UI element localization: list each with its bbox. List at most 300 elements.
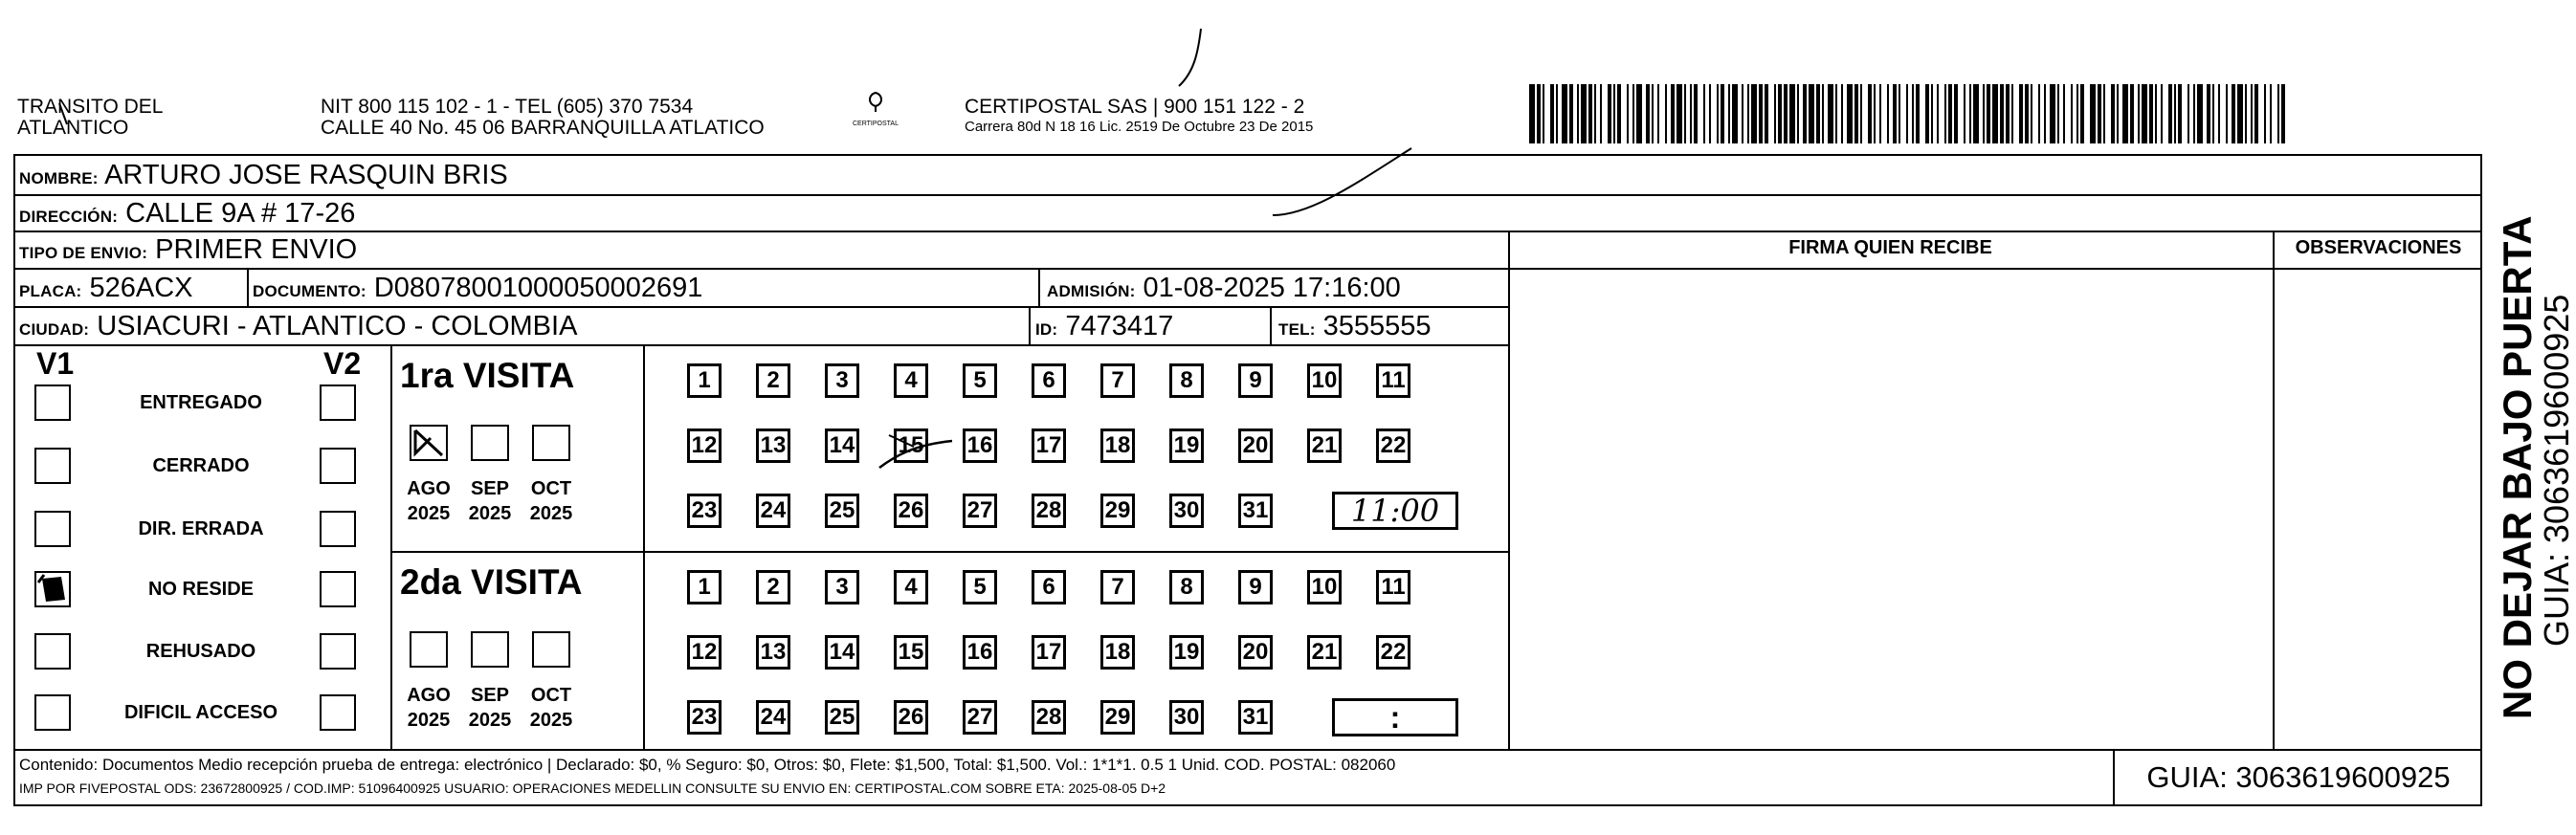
day-number: 6 [1042,367,1055,393]
barcode-bar [2245,84,2247,143]
tipo-row [19,233,357,270]
day-box[interactable] [1376,428,1410,463]
day-box[interactable] [1169,428,1204,463]
barcode-bar [2019,84,2023,143]
documento-value: D08078001000050002691 [373,273,703,303]
day-number: 12 [691,639,718,665]
day-box[interactable] [1032,363,1066,398]
day-box[interactable] [1100,363,1135,398]
day-number: 21 [1311,432,1338,458]
day-number: 17 [1035,432,1062,458]
barcode-bar [1684,84,1686,143]
barcode-bar [1543,84,1544,143]
barcode-bar [2000,84,2004,143]
barcode-bar [2138,84,2140,143]
barcode-bar [2168,84,2172,143]
day-box[interactable] [756,428,790,463]
day-number: 3 [835,367,849,393]
month-label: SEP [470,685,510,706]
barcode-bar [2122,84,2128,143]
day-box[interactable] [756,635,790,670]
barcode-bar [2044,84,2046,143]
month-label: AGO [407,478,451,499]
barcode-bar [1948,84,1952,143]
admision-label: ADMISIÓN: [1047,282,1136,300]
day-box[interactable] [894,428,928,463]
day-number: 10 [1311,574,1338,600]
day-box[interactable] [1238,363,1273,398]
barcode-bar [2142,84,2147,143]
day-number: 24 [760,704,787,730]
day-box[interactable] [687,428,722,463]
day-box[interactable] [1032,570,1066,604]
day-box[interactable] [894,494,928,528]
day-box[interactable] [1169,363,1204,398]
year-label: 2025 [529,710,573,731]
id-row [1035,310,1173,346]
barcode-bar [2277,84,2279,143]
month-checkbox[interactable] [471,425,509,461]
v2-header: V2 [323,346,362,381]
day-number: 8 [1180,574,1193,600]
day-box[interactable] [1032,700,1066,735]
month-label: AGO [407,685,451,706]
barcode-bar [1774,84,1776,143]
barcode-bar [1562,84,1567,143]
barcode-bar [1608,84,1611,143]
documento-row [253,272,702,308]
day-number: 9 [1249,367,1262,393]
barcode-bar [2212,84,2214,143]
ciudad-row [19,310,577,346]
barcode-bar [1973,84,1979,143]
day-number: 31 [1242,497,1269,523]
observations-area[interactable] [2275,270,2482,749]
day-box[interactable] [894,700,928,735]
day-box[interactable] [1100,700,1135,735]
day-number: 18 [1104,432,1131,458]
day-box[interactable] [687,700,722,735]
barcode-bar [1732,84,1738,143]
day-box[interactable] [1169,700,1204,735]
v2-checkbox[interactable] [320,694,356,731]
day-box[interactable] [1376,570,1410,604]
footer-line1: Contenido: Documentos Medio recepción prueba de entrega: electrónico | Declarado: $0, % Seguro: $0, Otros: $0, Flete: $1,500, Total: $1,500. Vol.: 1*1*1. 0.5 1 Unid. COD. POSTAL: 082060 [19,756,1396,774]
barcode-bar [2251,84,2253,143]
day-box[interactable] [1307,363,1342,398]
barcode-bar [1657,84,1659,143]
documento-label: DOCUMENTO: [253,282,366,300]
day-number: 6 [1042,574,1055,600]
year-label: 2025 [407,710,451,731]
status-label: NO RESIDE [147,579,255,600]
barcode-bar [1617,84,1621,143]
footer-line2: IMP POR FIVEPOSTAL ODS: 23672800925 / COD.IMP: 51096400925 USUARIO: OPERACIONES MEDELLIN CONSULTE SU ENVIO EN: CERTIPOSTAL.COM SOBRE ETA: 2025-08-05 D+2 [19,780,1166,796]
day-box[interactable] [1238,635,1273,670]
day-box[interactable] [894,363,928,398]
barcode-bar [2149,84,2153,143]
barcode-bar [1550,84,1554,143]
placa-value: 526ACX [89,273,193,303]
status-label: REHUSADO [145,641,256,662]
barcode-bar [1709,84,1711,143]
day-number: 30 [1173,497,1200,523]
day-number: 16 [966,432,993,458]
v2-checkbox[interactable] [320,385,356,421]
barcode-bar [1581,84,1587,143]
day-number: 23 [691,497,718,523]
barcode-bar [2187,84,2189,143]
barcode-bar [1969,84,1971,143]
status-label: DIR. ERRADA [138,518,264,539]
direccion-label: DIRECCIÓN: [19,208,119,226]
day-box[interactable] [1238,700,1273,735]
v1-checkbox[interactable] [34,571,71,607]
day-box[interactable] [1238,428,1273,463]
barcode-bar [1944,84,1946,143]
day-box[interactable] [1100,494,1135,528]
day-number: 28 [1035,497,1062,523]
day-number: 29 [1104,704,1131,730]
day-box[interactable] [963,570,997,604]
day-number: 5 [973,367,987,393]
day-box[interactable] [1032,494,1066,528]
barcode-bar [1931,84,1933,143]
ciudad-value: USIACURI - ATLANTICO - COLOMBIA [97,311,578,341]
day-box[interactable] [1169,635,1204,670]
barcode-bar [2232,84,2235,143]
barcode-bar [2281,84,2285,143]
barcode-bar [1822,84,1824,143]
day-number: 2 [766,367,780,393]
day-number: 7 [1111,367,1124,393]
footer-guia: GUIA: 3063619600925 [2146,760,2451,794]
barcode-bar [2111,84,2115,143]
day-marked-icon [876,428,962,472]
barcode-bar [2197,84,2203,143]
day-number: 4 [904,574,918,600]
day-box[interactable] [963,428,997,463]
barcode-bar [2071,84,2073,143]
side-warning: NO DEJAR BAJO PUERTA [2495,215,2540,719]
day-number: 7 [1111,574,1124,600]
day-number: 20 [1242,639,1269,665]
barcode-bar [1847,84,1853,143]
day-number: 4 [904,367,918,393]
barcode-bar [1728,84,1730,143]
barcode-bar [1765,84,1768,143]
barcode-bar [1992,84,1998,143]
v2-checkbox[interactable] [320,511,356,547]
admision-row [1047,272,1401,308]
day-number: 30 [1173,704,1200,730]
status-label: CERRADO [152,455,250,476]
barcode-bar [1860,84,1862,143]
barcode-bar [1797,84,1799,143]
barcode-bar [2031,84,2032,143]
barcode-bar [2237,84,2243,143]
day-number: 15 [898,639,924,665]
day-box[interactable] [756,570,790,604]
barcode-bar [1912,84,1914,143]
barcode-bar [1721,84,1724,143]
barcode-bar [1809,84,1814,143]
day-box[interactable] [1100,570,1135,604]
barcode-bar [1594,84,1596,143]
day-number: 23 [691,704,718,730]
day-box[interactable] [825,700,859,735]
day-box[interactable] [963,494,997,528]
signature-area[interactable] [1510,270,2273,749]
day-box[interactable] [825,428,859,463]
month-label: OCT [530,478,572,499]
day-box[interactable] [1376,363,1410,398]
day-box[interactable] [1307,635,1342,670]
day-box[interactable] [756,700,790,735]
barcode-bar [1983,84,1985,143]
day-box[interactable] [687,494,722,528]
day-box[interactable] [1100,428,1135,463]
barcode [1529,84,2285,143]
barcode-bar [1868,84,1872,143]
side-guia: GUIA: 3063619600925 [2537,294,2576,647]
day-box[interactable] [963,363,997,398]
tel-value: 3555555 [1322,311,1432,341]
time-box[interactable] [1332,698,1458,736]
barcode-bar [1835,84,1837,143]
day-box[interactable] [1169,570,1204,604]
day-number: 14 [829,639,855,665]
barcode-bar [1828,84,1833,143]
day-number: 14 [829,432,855,458]
direccion-value: CALLE 9A # 17-26 [125,198,356,229]
day-box[interactable] [1376,635,1410,670]
barcode-bar [1665,84,1667,143]
barcode-bar [1879,84,1881,143]
barcode-bar [2076,84,2078,143]
barcode-bar [1803,84,1807,143]
day-box[interactable] [963,635,997,670]
barcode-bar [2130,84,2134,143]
day-number: 21 [1311,639,1338,665]
barcode-bar [2050,84,2055,143]
day-box[interactable] [1032,428,1066,463]
firma-header: FIRMA QUIEN RECIBE [1788,237,1992,258]
day-box[interactable] [963,700,997,735]
day-number: 28 [1035,704,1062,730]
day-number: 2 [766,574,780,600]
visit-title: 2da VISITA [400,562,583,602]
day-number: 16 [966,639,993,665]
day-number: 25 [829,497,855,523]
day-number: 18 [1104,639,1131,665]
barcode-bar [2103,84,2105,143]
barcode-bar [1717,84,1719,143]
nombre-row [19,159,508,195]
day-box[interactable] [756,363,790,398]
day-number: 12 [691,432,718,458]
month-checkbox[interactable] [532,631,570,668]
barcode-bar [1854,84,1858,143]
barcode-bar [1954,84,1958,143]
day-box[interactable] [1238,494,1273,528]
barcode-bar [2090,84,2096,143]
barcode-bar [2117,84,2119,143]
tel-label: TEL: [1278,320,1316,339]
day-number: 8 [1180,367,1193,393]
day-number: 26 [898,497,924,523]
year-label: 2025 [407,503,451,524]
day-number: 1 [698,367,711,393]
sender-info-line1: NIT 800 115 102 - 1 - TEL (605) 370 7534 [321,96,694,118]
day-number: 25 [829,704,855,730]
barcode-bar [1964,84,1965,143]
barcode-bar [1636,84,1642,143]
day-box[interactable] [894,570,928,604]
barcode-bar [2155,84,2157,143]
tel-row [1278,310,1432,346]
day-box[interactable] [1100,635,1135,670]
day-box[interactable] [756,494,790,528]
day-box[interactable] [894,635,928,670]
day-box[interactable] [687,363,722,398]
day-box[interactable] [825,494,859,528]
barcode-bar [1652,84,1654,143]
tipo-value: PRIMER ENVIO [155,234,358,265]
barcode-bar [1529,84,1535,143]
v1-checkbox[interactable] [34,448,71,484]
direccion-row [19,197,355,233]
day-box[interactable] [1307,570,1342,604]
barcode-bar [1747,84,1749,143]
month-checkbox[interactable] [471,631,509,668]
month-checkbox[interactable] [532,425,570,461]
placa-label: PLACA: [19,282,82,300]
day-box[interactable] [1307,428,1342,463]
barcode-bar [2226,84,2228,143]
barcode-bar [1703,84,1705,143]
year-label: 2025 [468,710,512,731]
barcode-bar [1600,84,1602,143]
day-box[interactable] [687,635,722,670]
day-number: 9 [1249,574,1262,600]
barcode-bar [1588,84,1592,143]
status-label: ENTREGADO [140,392,262,413]
day-number: 19 [1173,639,1200,665]
barcode-bar [1694,84,1698,143]
month-checkbox[interactable] [410,631,448,668]
barcode-bar [1789,84,1795,143]
day-number: 3 [835,574,849,600]
day-number: 17 [1035,639,1062,665]
day-box[interactable] [1238,570,1273,604]
barcode-bar [1887,84,1889,143]
barcode-bar [1627,84,1629,143]
time-value: 11:00 [1350,493,1440,529]
time-box[interactable] [1332,492,1458,530]
day-number: 13 [760,432,787,458]
day-number: 13 [760,639,787,665]
day-number: 5 [973,574,987,600]
day-box[interactable] [1032,635,1066,670]
barcode-bar [1841,84,1843,143]
day-number: 31 [1242,704,1269,730]
barcode-bar [1677,84,1682,143]
barcode-bar [1613,84,1615,143]
barcode-bar [1784,84,1788,143]
v2-checkbox[interactable] [320,448,356,484]
admision-value: 01-08-2025 17:16:00 [1143,273,1401,303]
v1-checkbox[interactable] [34,633,71,670]
v1-checkbox[interactable] [34,511,71,547]
day-number: 15 [898,432,924,458]
v2-checkbox[interactable] [320,633,356,670]
checked-mark-icon [36,573,69,605]
status-label: DIFICIL ACCESO [123,702,278,723]
month-checkbox[interactable] [410,425,448,461]
checked-mark-icon [411,427,446,459]
barcode-bar [1742,84,1743,143]
sender-name-line1: TRANSITO DEL [17,96,164,118]
day-box[interactable] [687,570,722,604]
observaciones-header: OBSERVACIONES [2295,237,2462,258]
barcode-bar [1778,84,1782,143]
v1-checkbox[interactable] [34,385,71,421]
v1-checkbox[interactable] [34,694,71,731]
day-number: 29 [1104,497,1131,523]
barcode-bar [1646,84,1650,143]
sender-info-line2: CALLE 40 No. 45 06 BARRANQUILLA ATLATICO [321,117,765,139]
day-box[interactable] [825,570,859,604]
barcode-bar [2264,84,2266,143]
barcode-bar [1874,84,1876,143]
barcode-bar [2098,84,2101,143]
year-label: 2025 [468,503,512,524]
day-number: 26 [898,704,924,730]
day-box[interactable] [825,363,859,398]
barcode-bar [1556,84,1558,143]
day-number: 27 [966,704,993,730]
barcode-bar [2207,84,2210,143]
carrier-line1: CERTIPOSTAL SAS | 900 151 122 - 2 [965,96,1305,118]
barcode-bar [1577,84,1579,143]
barcode-bar [1816,84,1820,143]
day-number: 27 [966,497,993,523]
day-box[interactable] [1169,494,1204,528]
ciudad-label: CIUDAD: [19,320,90,339]
barcode-bar [2161,84,2163,143]
nombre-label: NOMBRE: [19,169,99,187]
barcode-bar [1759,84,1763,143]
barcode-bar [2006,84,2010,143]
barcode-bar [2270,84,2272,143]
barcode-bar [2174,84,2176,143]
day-number: 22 [1380,432,1407,458]
barcode-bar [2038,84,2040,143]
month-label: SEP [470,478,510,499]
day-box[interactable] [825,635,859,670]
barcode-bar [1925,84,1929,143]
day-number: 19 [1173,432,1200,458]
day-number: 1 [698,574,711,600]
v2-checkbox[interactable] [320,571,356,607]
carrier-line2: Carrera 80d N 18 16 Lic. 2519 De Octubre 23 De 2015 [965,119,1314,135]
month-label: OCT [530,685,572,706]
tipo-label: TIPO DE ENVIO: [19,244,148,262]
year-label: 2025 [529,503,573,524]
barcode-bar [2218,84,2220,143]
sender-name-line2: ATLANTICO [17,117,129,139]
